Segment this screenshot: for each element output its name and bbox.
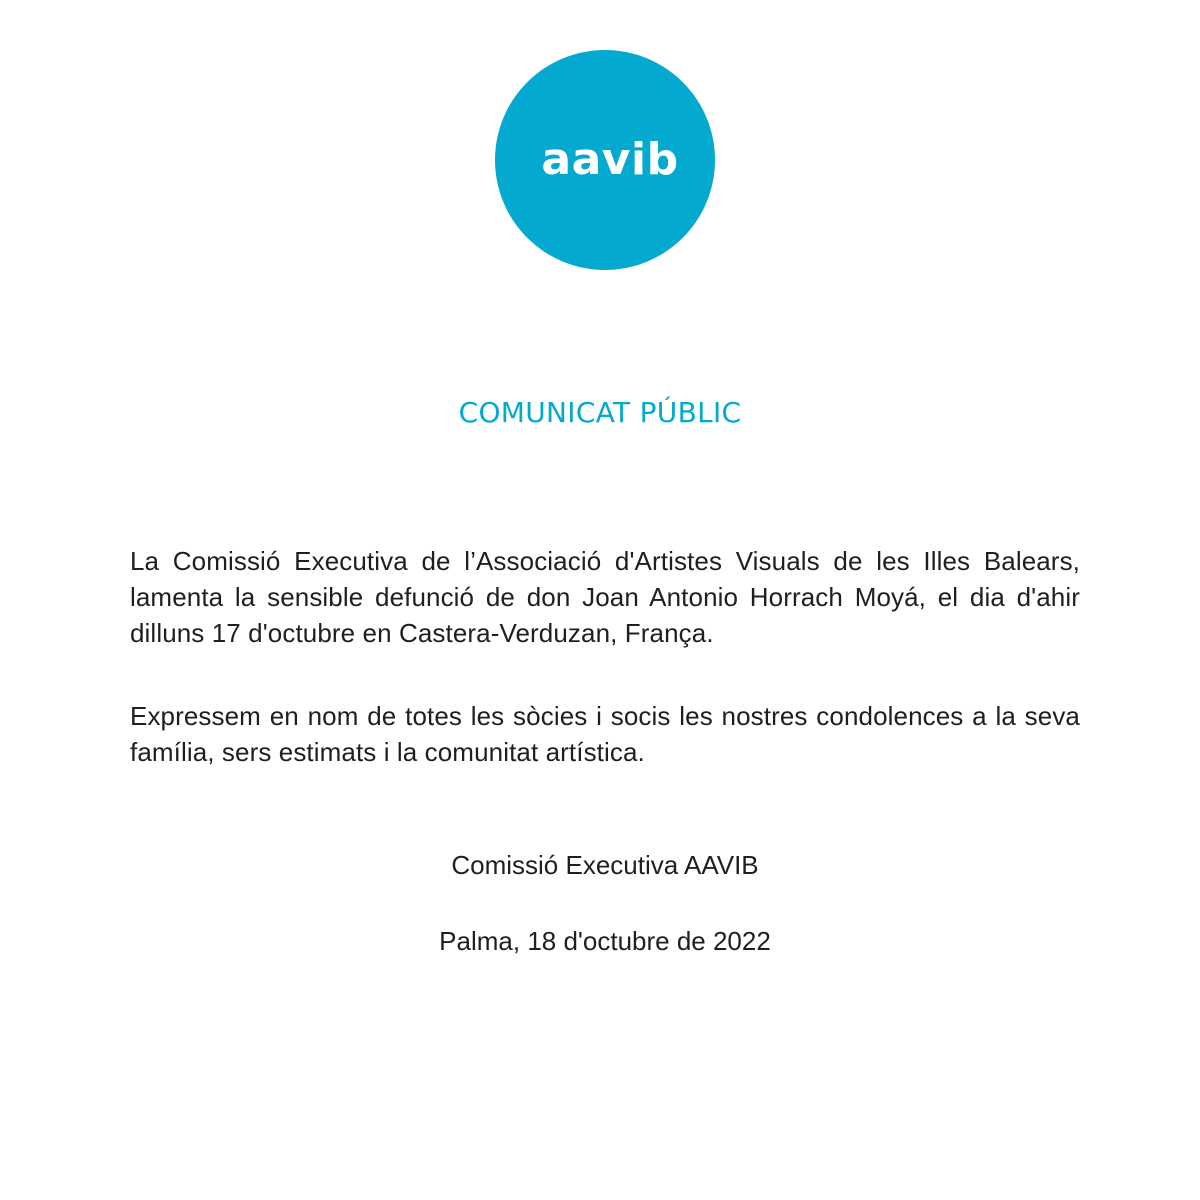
- page-title: COMUNICAT PÚBLIC: [458, 396, 742, 429]
- signature-name: Comissió Executiva AAVIB: [451, 850, 759, 880]
- signature-place-date: Palma, 18 d'octubre de 2022: [439, 926, 771, 956]
- body-paragraph-1: La Comissió Executiva de l’Associació d'Artistes Visuals de les Illes Balears, lamenta la sensible defunció de don Joan Antonio Horrach Moyá, el dia d'ahir dilluns 17 d'octubre en Castera-Verduzan, França.: [130, 546, 1080, 648]
- aavib-logo: [495, 50, 715, 270]
- body-paragraph-2: Expressem en nom de totes les sòcies i socis les nostres condolences a la seva família, sers estimats i la comunitat artística.: [130, 701, 1080, 767]
- logo-text: aavib: [541, 134, 679, 185]
